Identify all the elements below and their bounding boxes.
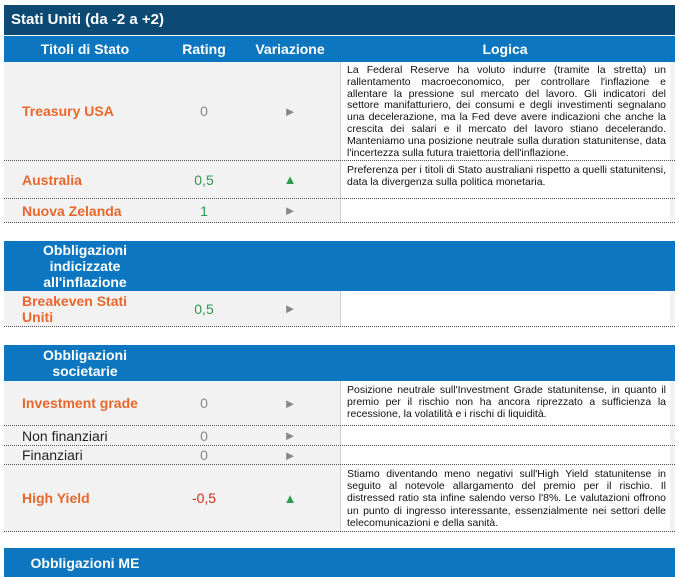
row-logic: Stiamo diventando meno negativi sull'High Yield statunitense in seguito al notevole allargamento del premio per il rischio. Il distressed ratio sta infine salendo verso l'8%. Le valutazioni offrono un punto di ingresso interessante, essenzialmente nei settori delle telecomunicazioni e della sanità.: [340, 465, 670, 531]
row-logic: Preferenza per i titoli di Stato australiani rispetto a quelli statunitensi, data la divergenza sulla politica monetaria.: [340, 161, 670, 198]
row-rating: 0,5: [194, 300, 214, 317]
flat-arrow-icon: ►: [283, 428, 297, 443]
row-name: Treasury USA: [22, 103, 114, 119]
flat-arrow-icon: ►: [283, 203, 297, 218]
table-row-high-yield: [4, 465, 675, 532]
table-row-treasury: [4, 62, 675, 161]
row-name: Breakeven Stati Uniti: [22, 292, 128, 325]
flat-arrow-icon: ►: [283, 301, 297, 316]
row-rating: 0: [200, 427, 208, 444]
header-row-corporate: [4, 345, 675, 381]
row-name: Finanziari: [22, 447, 83, 463]
header-rating: Rating: [182, 41, 226, 57]
flat-arrow-icon: ►: [283, 103, 297, 119]
table-row-financials: [4, 446, 675, 465]
row-rating: 0: [200, 447, 208, 463]
row-logic: [340, 291, 670, 326]
flat-arrow-icon: ►: [283, 395, 297, 411]
row-name: Nuova Zelanda: [22, 202, 122, 219]
row-logic: [340, 426, 670, 445]
section-title-inflation: Obbligazioni indicizzate all'inflazione: [43, 242, 127, 290]
row-rating: 0: [200, 395, 208, 411]
flat-arrow-icon: ►: [283, 447, 297, 463]
table-row-australia: [4, 161, 675, 199]
row-name: Investment grade: [22, 395, 138, 411]
table-row-breakeven: [4, 291, 675, 327]
header-row-emerging-markets: [4, 548, 675, 577]
row-name: High Yield: [22, 490, 90, 506]
row-name: Australia: [22, 171, 82, 188]
section-title-em: Obbligazioni ME: [30, 554, 140, 571]
up-triangle-icon: ▲: [283, 490, 297, 506]
row-logic: [340, 446, 670, 464]
row-name: Non finanziari: [22, 427, 108, 444]
row-logic: Posizione neutrale sull'Investment Grade statunitense, in quanto il premio per il rischio non ha ancora riprezzato a sufficienza la recessione, la volatilità e i rischi di liquidità.: [340, 381, 670, 425]
table-title: Stati Uniti (da -2 a +2): [4, 5, 675, 35]
header-change: Variazione: [255, 41, 325, 57]
header-row-inflation-linked: [4, 241, 675, 291]
row-rating: 0: [200, 103, 208, 119]
row-logic: La Federal Reserve ha voluto indurre (tramite la stretta) un rallentamento macroeconomico, per controllare l'inflazione e allentare la pressione sul mercato del lavoro. Gli indicatori del settore manifatturiero, dei consumi e degli investimenti segnalano una decelerazione, ma la Fed deve avere indicazioni che anche la crescita dei salari e il mercato del lavoro stiano decelerando. Manteniamo una posizione neutrale sulla duration statunitense, data l'incertezza sulla futura traiettoria dell'inflazione.: [340, 62, 670, 160]
table-row-investment-grade: [4, 381, 675, 426]
header-logic: Logica: [482, 41, 528, 57]
table-row-new-zealand: [4, 199, 675, 223]
section-title-corporate: Obbligazioni societarie: [43, 347, 127, 379]
row-logic: [340, 199, 670, 222]
table-row-non-financials: [4, 426, 675, 446]
header-row-government: [4, 36, 675, 62]
row-rating: 0,5: [194, 171, 214, 188]
row-rating: 1: [200, 202, 208, 219]
up-triangle-icon: ▲: [283, 172, 297, 187]
header-titles: Titoli di Stato: [40, 41, 130, 57]
row-rating: -0,5: [191, 490, 217, 506]
